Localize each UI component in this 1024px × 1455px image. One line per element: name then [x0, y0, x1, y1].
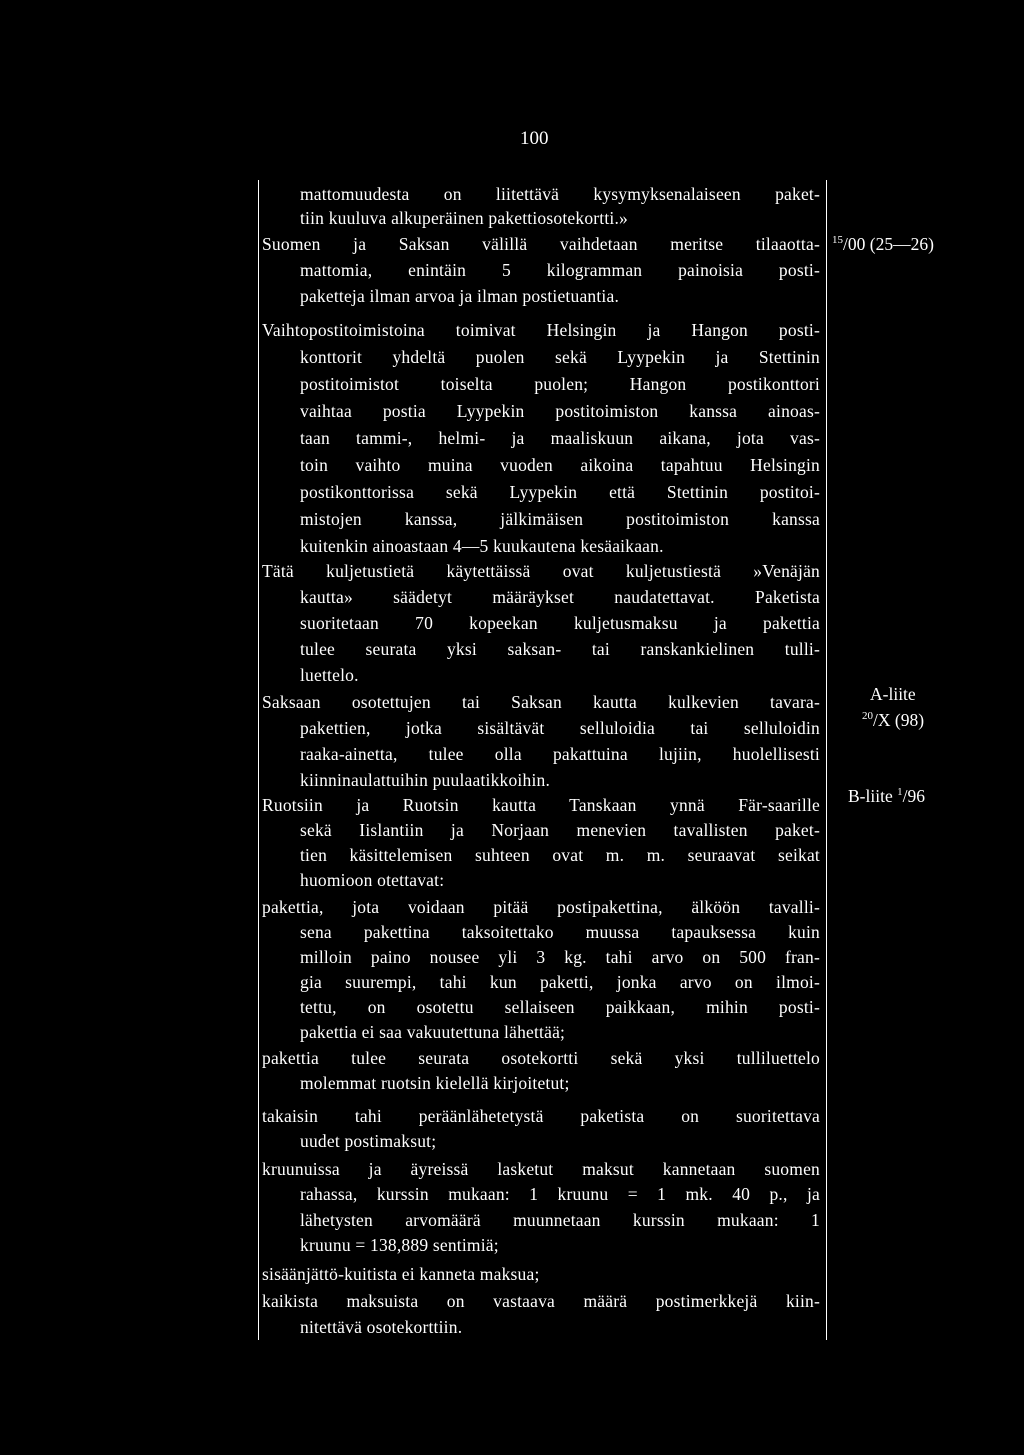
- text-line: Ruotsiin ja Ruotsin kautta Tanskaan ynnä Fär-saarille: [262, 795, 820, 815]
- margin-note-2-label: [870, 682, 916, 706]
- text-line: tien käsittelemisen suhteen ovat m. m. seuraavat seikat: [300, 845, 820, 865]
- text-line: mattomuudesta on liitettävä kysymyksenalaiseen paket-: [300, 184, 820, 204]
- text-line: pakettia ei saa vakuutettuna lähettää;: [300, 1022, 566, 1042]
- page-number: 100: [520, 128, 549, 149]
- text-line: kautta» säädetyt määräykset naudatettavat. Paketista: [300, 587, 820, 607]
- text-line: nitettävä osotekorttiin.: [300, 1317, 463, 1337]
- text-line: uudet postimaksut;: [300, 1131, 437, 1151]
- margin-note-3-sup: 1: [897, 786, 903, 798]
- text-line: huomioon otettavat:: [300, 870, 445, 890]
- text-line: milloin paino nousee yli 3 kg. tahi arvo on 500 fran-: [300, 947, 820, 967]
- text-line: rahassa, kurssin mukaan: 1 kruunu = 1 mk. 40 p., ja: [300, 1184, 820, 1204]
- text-line: pakettia tulee seurata osotekortti sekä yksi tulliluettelo: [262, 1048, 820, 1068]
- text-line: mistojen kanssa, jälkimäisen postitoimiston kanssa: [300, 509, 820, 529]
- text-line: Tätä kuljetustietä käytettäissä ovat kuljetustiestä »Venäjän: [262, 561, 820, 581]
- margin-note-2-text: /X (98): [873, 710, 925, 730]
- text-line: postitoimistot toiselta puolen; Hangon postikonttori: [300, 374, 820, 394]
- text-line: pakettien, jotka sisältävät selluloidia tai selluloidin: [300, 718, 820, 738]
- text-line: molemmat ruotsin kielellä kirjoitetut;: [300, 1073, 570, 1093]
- text-line: toin vaihto muina vuoden aikoina tapahtuu Helsingin: [300, 455, 820, 475]
- text-line: kaikista maksuista on vastaava määrä postimerkkejä kiin-: [262, 1291, 820, 1311]
- text-line: Saksaan osotettujen tai Saksan kautta kulkevien tavara-: [262, 692, 820, 712]
- text-line: takaisin tahi peräänlähetetystä paketista on suoritettava: [262, 1106, 820, 1126]
- text-line: sekä Iislantiin ja Norjaan menevien tavallisten paket-: [300, 820, 820, 840]
- margin-note-1-text: /00 (25—26): [843, 234, 934, 254]
- text-line: kruunuissa ja äyreissä lasketut maksut kannetaan suomen: [262, 1159, 820, 1179]
- margin-note-1: [832, 232, 934, 256]
- margin-note-1-sup: 15: [832, 234, 843, 246]
- text-line: sena pakettina taksoitettako muussa tapauksessa kuin: [300, 922, 820, 942]
- text-line: paketteja ilman arvoa ja ilman postietuantia.: [300, 286, 620, 306]
- right-rule: [826, 180, 827, 1340]
- text-line: gia suurempi, tahi kun paketti, jonka arvo on ilmoi-: [300, 972, 820, 992]
- text-line: luettelo.: [300, 665, 359, 685]
- text-line: tulee seurata yksi saksan- tai ranskankielinen tulli-: [300, 639, 820, 659]
- text-line: lähetysten arvomäärä muunnetaan kurssin mukaan: 1: [300, 1210, 820, 1230]
- text-line: vaihtaa postia Lyypekin postitoimiston kanssa ainoas-: [300, 401, 820, 421]
- margin-note-3-text: /96: [902, 786, 925, 806]
- text-line: suoritetaan 70 kopeekan kuljetusmaksu ja pakettia: [300, 613, 820, 633]
- margin-note-2-sup: 20: [862, 710, 873, 722]
- text-line: tiin kuuluva alkuperäinen pakettiosotekortti.»: [300, 208, 629, 228]
- text-line: sisäänjättö-kuitista ei kanneta maksua;: [262, 1264, 540, 1284]
- text-line: Suomen ja Saksan välillä vaihdetaan meritse tilaaotta-: [262, 234, 820, 254]
- text-line: tettu, on osotettu sellaiseen paikkaan, mihin posti-: [300, 997, 820, 1017]
- text-line: raaka-ainetta, tulee olla pakattuina lujiin, huolellisesti: [300, 744, 820, 764]
- text-line: postikonttorissa sekä Lyypekin että Stettinin postitoi-: [300, 482, 820, 502]
- margin-note-3-pre: B-liite: [848, 786, 898, 806]
- text-line: kuitenkin ainoastaan 4—5 kuukautena kesäaikaan.: [300, 536, 664, 556]
- text-line: kiinninaulattuihin puulaatikkoihin.: [300, 770, 551, 790]
- margin-note-3: [848, 784, 925, 808]
- text-line: konttorit yhdeltä puolen sekä Lyypekin ja Stettinin: [300, 347, 820, 367]
- text-line: pakettia, jota voidaan pitää postipakettina, älköön tavalli-: [262, 897, 820, 917]
- margin-note-2: [862, 708, 924, 732]
- text-line: kruunu = 138,889 sentimiä;: [300, 1235, 499, 1255]
- left-rule: [258, 180, 259, 1340]
- text-line: taan tammi-, helmi- ja maaliskuun aikana, jota vas-: [300, 428, 820, 448]
- text-line: Vaihtopostitoimistoina toimivat Helsingin ja Hangon posti-: [262, 320, 820, 340]
- text-line: mattomia, enintäin 5 kilogramman painoisia posti-: [300, 260, 820, 280]
- margin-note-2-title: A-liite: [870, 684, 916, 704]
